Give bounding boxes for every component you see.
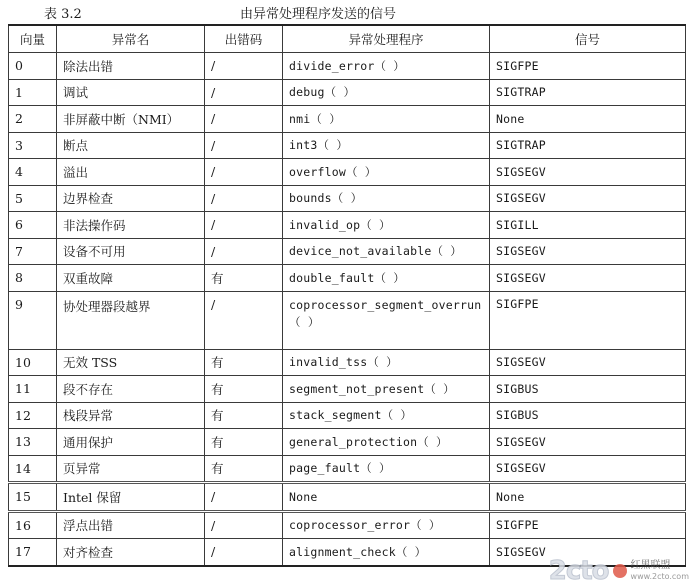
cell-vector: 8 [9, 265, 57, 292]
cell-handler: general_protection（ ） [283, 429, 490, 456]
cell-exception-name: 协处理器段越界 [57, 291, 205, 349]
table-caption [0, 3, 693, 21]
cell-signal: SIGSEGV [490, 429, 686, 456]
cell-error-code: / [205, 132, 283, 159]
cell-signal: SIGBUS [490, 402, 686, 429]
watermark-dot-icon [613, 564, 627, 578]
watermark-url: www.2cto.com [630, 572, 689, 581]
cell-vector: 6 [9, 212, 57, 239]
cell-handler: segment_not_present（ ） [283, 376, 490, 403]
table-row [9, 106, 686, 133]
cell-signal: SIGTRAP [490, 132, 686, 159]
cell-exception-name: 栈段异常 [57, 402, 205, 429]
cell-handler: divide_error（ ） [283, 53, 490, 80]
cell-error-code: / [205, 238, 283, 265]
table-row [9, 238, 686, 265]
table-row [9, 291, 686, 349]
cell-handler: page_fault（ ） [283, 455, 490, 483]
table-row [9, 265, 686, 292]
cell-error-code: 有 [205, 402, 283, 429]
header-signal: 信号 [490, 25, 686, 53]
table-number: 表 3.2 [44, 7, 82, 22]
header-handler: 异常处理程序 [283, 25, 490, 53]
cell-vector: 0 [9, 53, 57, 80]
cell-exception-name: 断点 [57, 132, 205, 159]
cell-signal: SIGTRAP [490, 79, 686, 106]
cell-vector: 17 [9, 539, 57, 566]
cell-error-code: / [205, 53, 283, 80]
cell-handler: coprocessor_segment_overrun（ ） [283, 291, 490, 349]
cell-handler: double_fault（ ） [283, 265, 490, 292]
watermark [549, 556, 689, 586]
cell-vector: 11 [9, 376, 57, 403]
cell-vector: 5 [9, 185, 57, 212]
header-row [9, 25, 686, 53]
exception-signal-table [8, 24, 686, 567]
cell-signal: SIGILL [490, 212, 686, 239]
cell-signal: SIGSEGV [490, 455, 686, 483]
cell-handler: overflow（ ） [283, 159, 490, 186]
table-row [9, 402, 686, 429]
table-row [9, 79, 686, 106]
cell-signal: SIGSEGV [490, 539, 686, 566]
cell-exception-name: 对齐检查 [57, 539, 205, 566]
cell-vector: 9 [9, 291, 57, 349]
cell-handler: alignment_check（ ） [283, 539, 490, 566]
table-row [9, 376, 686, 403]
table-row [9, 185, 686, 212]
cell-signal: SIGFPE [490, 511, 686, 539]
watermark-cn: 红黑联盟 [630, 560, 671, 571]
cell-error-code: / [205, 79, 283, 106]
table-row [9, 132, 686, 159]
cell-exception-name: 边界检查 [57, 185, 205, 212]
cell-vector: 7 [9, 238, 57, 265]
cell-signal: SIGSEGV [490, 265, 686, 292]
cell-signal: SIGFPE [490, 53, 686, 80]
cell-exception-name: 浮点出错 [57, 511, 205, 539]
cell-exception-name: 非屏蔽中断（NMI） [57, 106, 205, 133]
cell-signal: SIGSEGV [490, 349, 686, 376]
cell-exception-name: 非法操作码 [57, 212, 205, 239]
cell-vector: 16 [9, 511, 57, 539]
cell-exception-name: 溢出 [57, 159, 205, 186]
watermark-text [631, 560, 689, 582]
cell-handler: nmi（ ） [283, 106, 490, 133]
cell-signal: SIGSEGV [490, 185, 686, 212]
cell-vector: 13 [9, 429, 57, 456]
table-row [9, 53, 686, 80]
cell-error-code: / [205, 212, 283, 239]
cell-exception-name: 除法出错 [57, 53, 205, 80]
cell-exception-name: 设备不可用 [57, 238, 205, 265]
cell-exception-name: 调试 [57, 79, 205, 106]
cell-vector: 1 [9, 79, 57, 106]
cell-signal: SIGSEGV [490, 159, 686, 186]
cell-handler: invalid_tss（ ） [283, 349, 490, 376]
cell-vector: 14 [9, 455, 57, 483]
cell-signal: SIGFPE [490, 291, 686, 349]
header-exception-name: 异常名 [57, 25, 205, 53]
cell-exception-name: 双重故障 [57, 265, 205, 292]
watermark-logo: 2cto [548, 556, 609, 586]
cell-signal: None [490, 483, 686, 512]
cell-exception-name: 通用保护 [57, 429, 205, 456]
cell-error-code: / [205, 159, 283, 186]
cell-vector: 12 [9, 402, 57, 429]
table-header [9, 25, 686, 53]
cell-signal: SIGBUS [490, 376, 686, 403]
cell-signal: SIGSEGV [490, 238, 686, 265]
cell-error-code: 有 [205, 349, 283, 376]
cell-handler: coprocessor_error（ ） [283, 511, 490, 539]
cell-vector: 2 [9, 106, 57, 133]
cell-exception-name: 无效 TSS [57, 349, 205, 376]
cell-error-code: / [205, 483, 283, 512]
cell-error-code: / [205, 291, 283, 349]
cell-error-code: / [205, 106, 283, 133]
cell-handler: invalid_op（ ） [283, 212, 490, 239]
cell-error-code: / [205, 539, 283, 566]
cell-vector: 15 [9, 483, 57, 512]
cell-handler: None [283, 483, 490, 512]
cell-error-code: 有 [205, 265, 283, 292]
table-row [9, 511, 686, 539]
table-row [9, 159, 686, 186]
cell-signal: None [490, 106, 686, 133]
table-row [9, 429, 686, 456]
cell-handler: stack_segment（ ） [283, 402, 490, 429]
cell-handler: debug（ ） [283, 79, 490, 106]
header-error-code: 出错码 [205, 25, 283, 53]
cell-error-code: 有 [205, 376, 283, 403]
cell-error-code: 有 [205, 455, 283, 483]
table-row [9, 483, 686, 512]
table-title: 由异常处理程序发送的信号 [240, 7, 397, 22]
table-row [9, 455, 686, 483]
cell-handler: bounds（ ） [283, 185, 490, 212]
cell-vector: 3 [9, 132, 57, 159]
cell-error-code: / [205, 185, 283, 212]
table-row [9, 212, 686, 239]
cell-exception-name: Intel 保留 [57, 483, 205, 512]
header-vector: 向量 [9, 25, 57, 53]
cell-error-code: 有 [205, 429, 283, 456]
cell-vector: 10 [9, 349, 57, 376]
cell-exception-name: 页异常 [57, 455, 205, 483]
table-body [9, 53, 686, 566]
cell-error-code: / [205, 511, 283, 539]
cell-vector: 4 [9, 159, 57, 186]
cell-handler: int3（ ） [283, 132, 490, 159]
cell-exception-name: 段不存在 [57, 376, 205, 403]
cell-handler: device_not_available（ ） [283, 238, 490, 265]
table-row [9, 349, 686, 376]
